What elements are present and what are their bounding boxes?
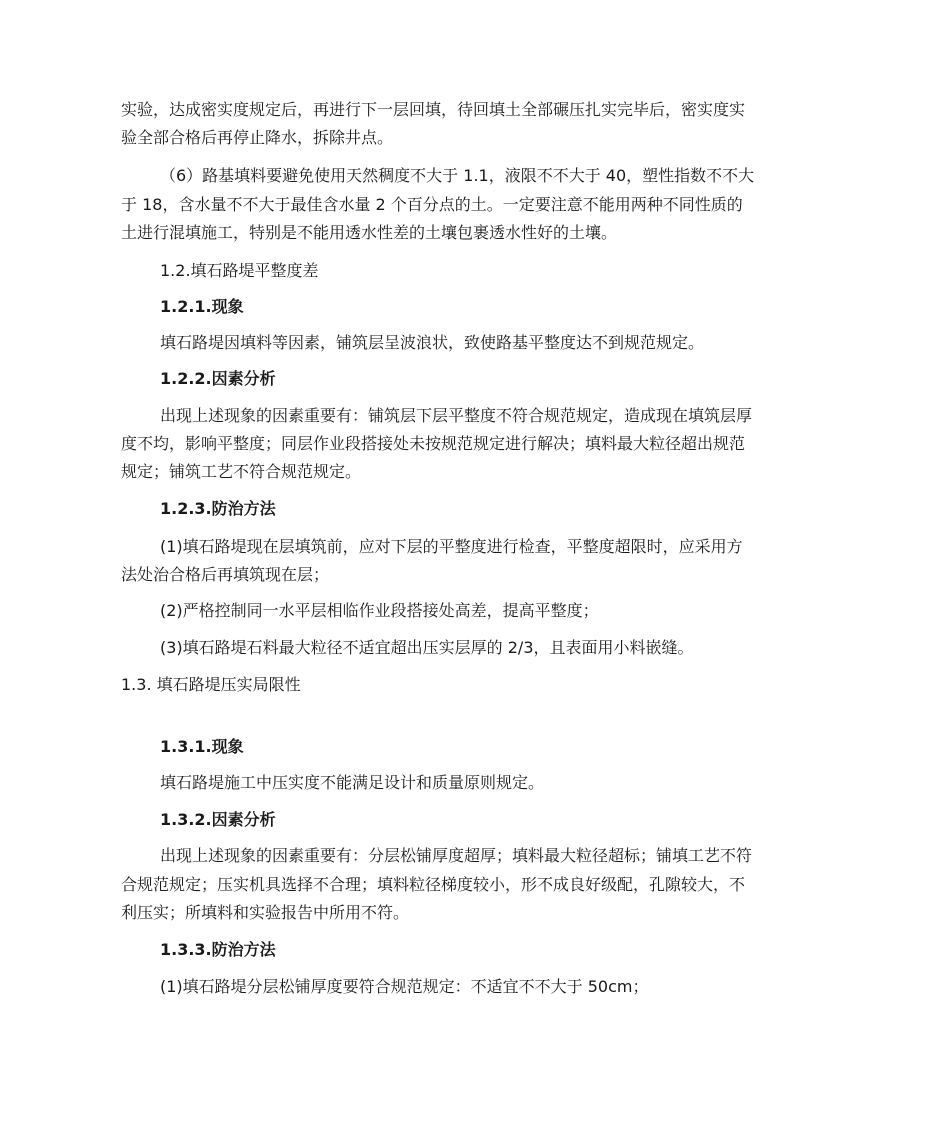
paragraph-line: 填石路堤因填料等因素，铺筑层呈波浪状，致使路基平整度达不到规范规定。 — [160, 333, 705, 352]
paragraph-line: 出现上述现象的因素重要有：分层松铺厚度超厚；填料最大粒径超标；铺填工艺不符 — [160, 846, 753, 865]
subsection-heading: 1.2.3.防治方法 — [160, 499, 276, 518]
subsection-heading: 1.3.2.因素分析 — [160, 810, 276, 829]
paragraph-line: 规定；铺筑工艺不符合规范规定。 — [121, 462, 362, 481]
subsection-heading: 1.2.1.现象 — [160, 297, 244, 316]
paragraph-line: （6）路基填料要避免使用天然稠度不大于 1.1，液限不不大于 40，塑性指数不不大 — [160, 166, 755, 185]
paragraph-line: (2)严格控制同一水平层相临作业段搭接处高差，提高平整度； — [160, 601, 599, 620]
paragraph-line: 利压实；所填料和实验报告中所用不符。 — [121, 903, 410, 922]
paragraph-line: 填石路堤施工中压实度不能满足设计和质量原则规定。 — [160, 773, 545, 792]
section-heading: 1.3. 填石路堤压实局限性 — [121, 675, 301, 694]
paragraph-line: 于 18，含水量不不大于最佳含水量 2 个百分点的土。一定要注意不能用两种不同性质的 — [121, 195, 743, 214]
paragraph-line: (3)填石路堤石料最大粒径不适宜超出压实层厚的 2/3，且表面用小料嵌缝。 — [160, 638, 694, 657]
paragraph-line: (1)填石路堤现在层填筑前，应对下层的平整度进行检查，平整度超限时，应采用方 — [160, 537, 743, 556]
paragraph-line: 法处治合格后再填筑现在层； — [121, 565, 330, 584]
subsection-heading: 1.2.2.因素分析 — [160, 369, 276, 388]
paragraph-line: 实验，达成密实度规定后，再进行下一层回填，待回填土全部碾压扎实完毕后，密实度实 — [121, 100, 746, 119]
subsection-heading: 1.3.1.现象 — [160, 737, 244, 756]
paragraph-line: (1)填石路堤分层松铺厚度要符合规范规定：不适宜不不大于 50cm； — [160, 977, 649, 996]
paragraph-line: 度不均，影响平整度；同层作业段搭接处未按规范规定进行解决；填料最大粒径超出规范 — [121, 434, 746, 453]
section-heading: 1.2.填石路堤平整度差 — [160, 261, 319, 280]
paragraph-line: 合规范规定；压实机具选择不合理；填料粒径梯度较小，形不成良好级配，孔隙较大，不 — [121, 875, 746, 894]
paragraph-line: 验全部合格后再停止降水，拆除井点。 — [121, 128, 394, 147]
subsection-heading: 1.3.3.防治方法 — [160, 940, 276, 959]
paragraph-line: 出现上述现象的因素重要有：铺筑层下层平整度不符合规范规定，造成现在填筑层厚 — [160, 406, 753, 425]
paragraph-line: 土进行混填施工，特别是不能用透水性差的土壤包裹透水性好的土壤。 — [121, 223, 618, 242]
